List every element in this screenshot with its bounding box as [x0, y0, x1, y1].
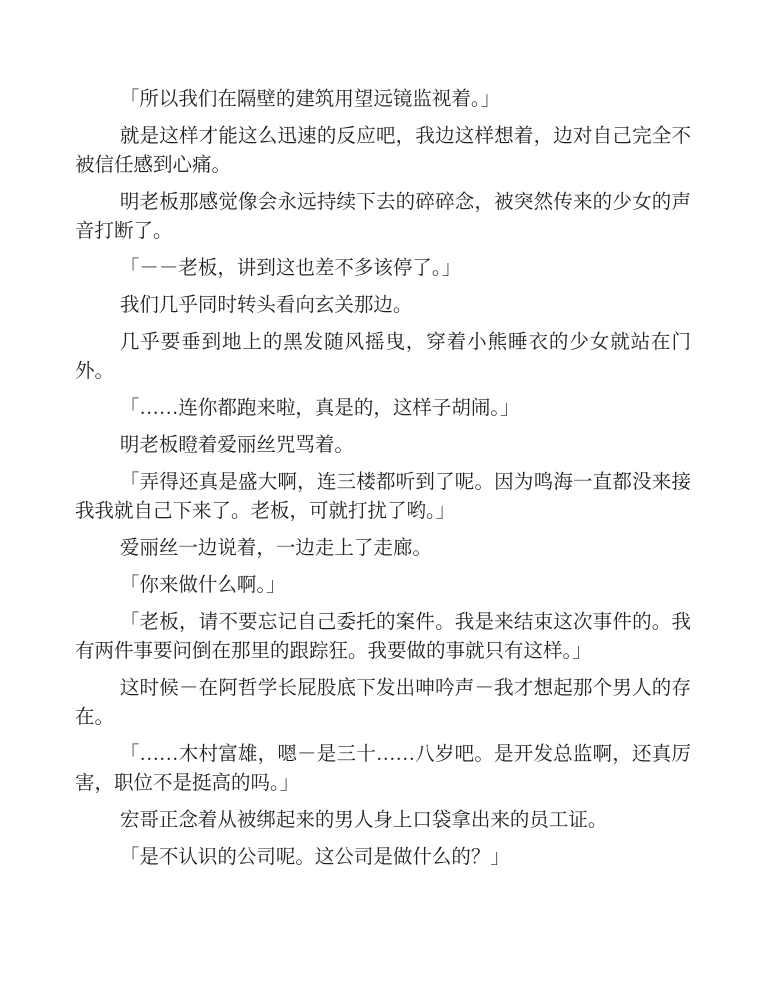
paragraph: 「……连你都跑来啦，真是的，这样子胡闹。」: [119, 398, 520, 419]
paragraph: 我们几乎同时转头看向玄关那边。: [119, 295, 413, 316]
paragraph: 明老板那感觉像会永远持续下去的碎碎念，被突然传来的少女的声音打断了。: [75, 192, 691, 242]
paragraph: 「老板，请不要忘记自己委托的案件。我是来结束这次事件的。我有两件事要问倒在那里的跟踪狂。我要做的事就只有这样。」: [75, 612, 691, 662]
paragraph: 明老板瞪着爱丽丝咒骂着。: [119, 435, 354, 456]
paragraph: 「是不认识的公司呢。这公司是做什么的？」: [119, 847, 510, 868]
paragraph: 「弄得还真是盛大啊，连三楼都听到了呢。因为鸣海一直都没来接我我就自己下来了。老板，可就打扰了哟。」: [75, 472, 691, 522]
paragraph: 爱丽丝一边说着，一边走上了走廊。: [119, 538, 432, 559]
paragraph: 几乎要垂到地上的黑发随风摇曳，穿着小熊睡衣的少女就站在门外。: [75, 332, 691, 382]
paragraph: 「……木村富雄，嗯－是三十……八岁吧。是开发总监啊，还真厉害，职位不是挺高的吗。」: [75, 744, 691, 794]
paragraph: 「所以我们在隔壁的建筑用望远镜监视着。」: [119, 89, 501, 110]
paragraph: 「你来做什么啊。」: [119, 575, 286, 596]
paragraph: 「－－老板，讲到这也差不多该停了。」: [119, 258, 462, 279]
paragraph: 宏哥正念着从被绑起来的男人身上口袋拿出来的员工证。: [119, 810, 608, 831]
text-block: [75, 85, 691, 880]
paragraph: 这时候－在阿哲学长屁股底下发出呻吟声－我才想起那个男人的存在。: [75, 678, 691, 728]
paragraph: 就是这样才能这么迅速的反应吧，我边这样想着，边对自己完全不被信任感到心痛。: [75, 126, 691, 176]
